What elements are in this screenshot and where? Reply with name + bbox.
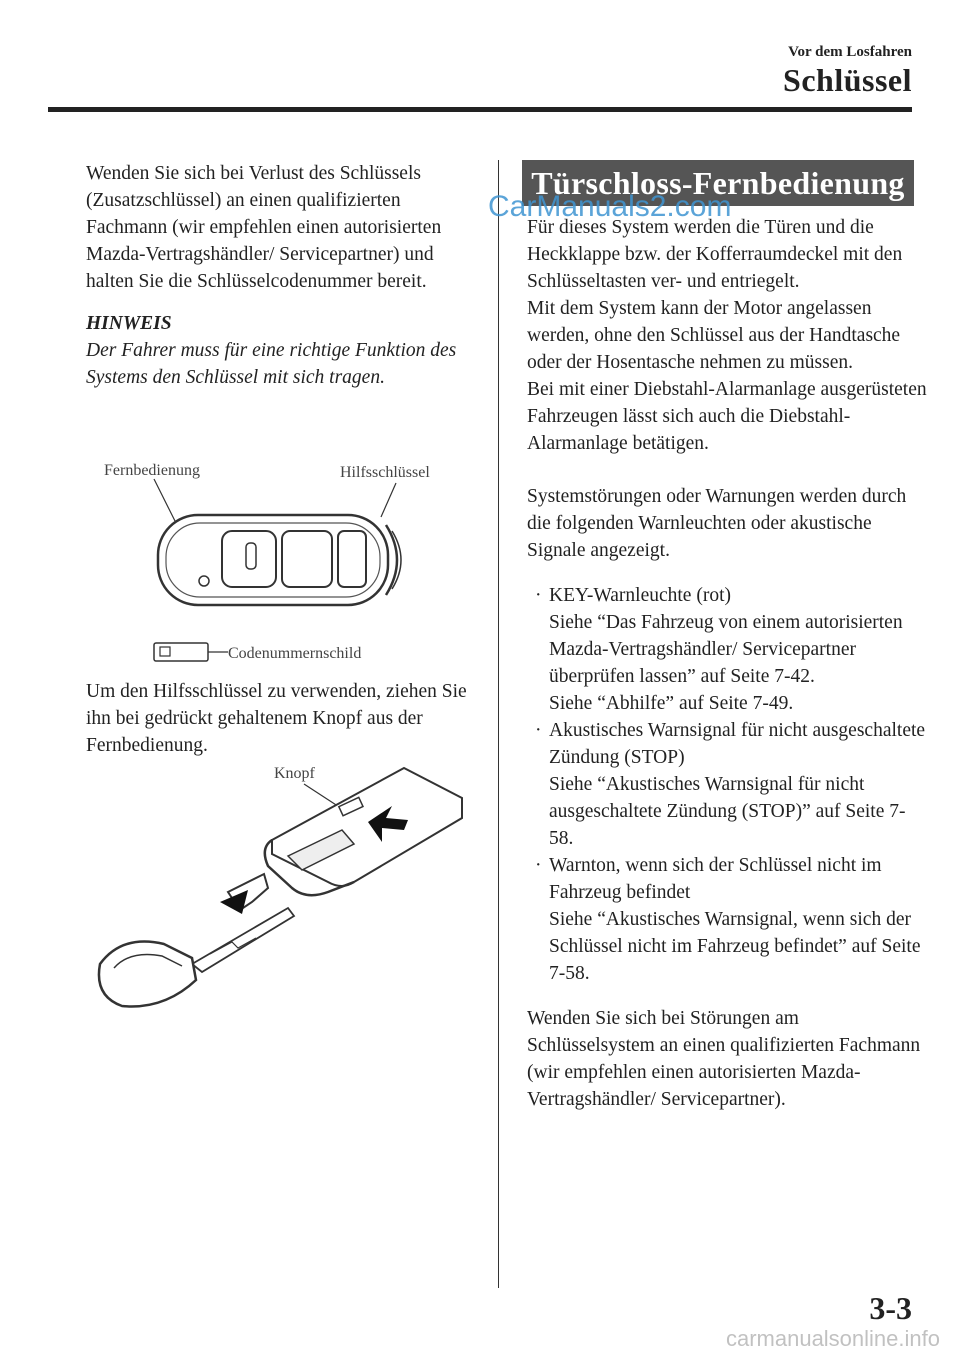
paragraph-warnings: Systemstörungen oder Warnungen werden durch die folgenden Warnleuchten oder akustische Signale angezeigt. bbox=[527, 486, 907, 561]
page-title: Schlüssel bbox=[783, 62, 912, 98]
label-aux-key: Hilfsschlüssel bbox=[340, 464, 430, 481]
bullet-dot: · bbox=[535, 720, 542, 741]
spacer bbox=[527, 457, 927, 483]
label-button: Knopf bbox=[274, 765, 315, 782]
bullet-dot: · bbox=[535, 855, 542, 876]
instruction-paragraph: Um den Hilfsschlüssel zu verwenden, ziehen Sie ihn bei gedrückt gehaltenem Knopf aus der Fernbedienung. bbox=[86, 681, 467, 756]
list-item bbox=[527, 852, 927, 987]
intro-paragraph: Wenden Sie sich bei Verlust des Schlüssels (Zusatzschlüssel) an einen qualifizierten Fachmann (wir empfehlen einen autorisierten Mazda-Vertragshändler/ Servicepartner) und halten Sie die Schlüsselcodenummer bereit. bbox=[86, 163, 442, 292]
list-item-title: KEY-Warnleuchte (rot) bbox=[549, 585, 731, 606]
note-body: Der Fahrer muss für eine richtige Funktion des Systems den Schlüssel mit sich tragen. bbox=[86, 340, 457, 388]
section-title: Türschloss-Fernbedienung bbox=[522, 160, 914, 206]
warning-list bbox=[527, 582, 927, 987]
right-column bbox=[527, 214, 927, 1113]
header-kicker: Vor dem Losfahren bbox=[788, 44, 912, 60]
fob-slider bbox=[246, 543, 256, 569]
footer-site-mark: carmanualsonline.info bbox=[725, 1326, 940, 1351]
list-item-ref: Siehe “Das Fahrzeug von einem autorisierten Mazda-Vertragshändler/ Servicepartner überprüfen lassen” auf Seite 7-42. bbox=[549, 612, 903, 687]
list-item bbox=[527, 717, 927, 852]
page-number: 3-3 bbox=[869, 1290, 912, 1326]
list-item-ref: Siehe “Akustisches Warnsignal für nicht ausgeschaltete Zündung (STOP)” auf Seite 7-58. bbox=[549, 774, 906, 849]
paragraph-system-function: Für dieses System werden die Türen und die Heckklappe bzw. der Kofferraumdeckel mit den Schlüsseltasten ver- und entriegelt. bbox=[527, 217, 903, 292]
remote-key-figure bbox=[96, 455, 466, 670]
list-item-title: Akustisches Warnsignal für nicht ausgeschaltete Zündung (STOP) bbox=[549, 720, 926, 768]
watermark-logo: CarManuals2.com bbox=[488, 190, 732, 223]
left-column bbox=[86, 160, 486, 391]
list-item-ref: Siehe “Akustisches Warnsignal, wenn sich der Schlüssel nicht im Fahrzeug befindet” auf Seite 7-58. bbox=[549, 909, 921, 984]
code-plate bbox=[154, 643, 208, 661]
column-divider bbox=[498, 160, 499, 1288]
paragraph-closing: Wenden Sie sich bei Störungen am Schlüsselsystem an einen qualifizierten Fachmann (wir empfehlen einen autorisierten Mazda-Vertragshändler/ Servicepartner). bbox=[527, 1008, 921, 1110]
key-fob-body bbox=[158, 515, 388, 605]
list-item-ref: Siehe “Abhilfe” auf Seite 7-49. bbox=[549, 693, 794, 714]
aux-key-blade bbox=[192, 908, 294, 972]
header-rule bbox=[48, 107, 912, 112]
label-remote: Fernbedienung bbox=[104, 462, 200, 479]
paragraph-alarm: Bei mit einer Diebstahl-Alarmanlage ausgerüsteten Fahrzeugen lässt sich auch die Diebstahl-Alarmanlage betätigen. bbox=[527, 379, 927, 454]
paragraph-engine-start: Mit dem System kann der Motor angelassen werden, ohne den Schlüssel aus der Handtasche oder der Hosentasche nehmen zu müssen. bbox=[527, 298, 901, 373]
aux-key-removal-figure bbox=[92, 758, 472, 1023]
list-item bbox=[527, 582, 927, 717]
spacer bbox=[527, 564, 927, 582]
list-item-title: Warnton, wenn sich der Schlüssel nicht im Fahrzeug befindet bbox=[549, 855, 882, 903]
spacer bbox=[527, 987, 927, 1005]
note-title: HINWEIS bbox=[86, 313, 172, 334]
bullet-dot: · bbox=[535, 585, 542, 606]
leader-aux bbox=[381, 483, 396, 517]
aux-key-head bbox=[99, 942, 196, 1007]
label-code-plate: Codenummernschild bbox=[228, 645, 362, 662]
